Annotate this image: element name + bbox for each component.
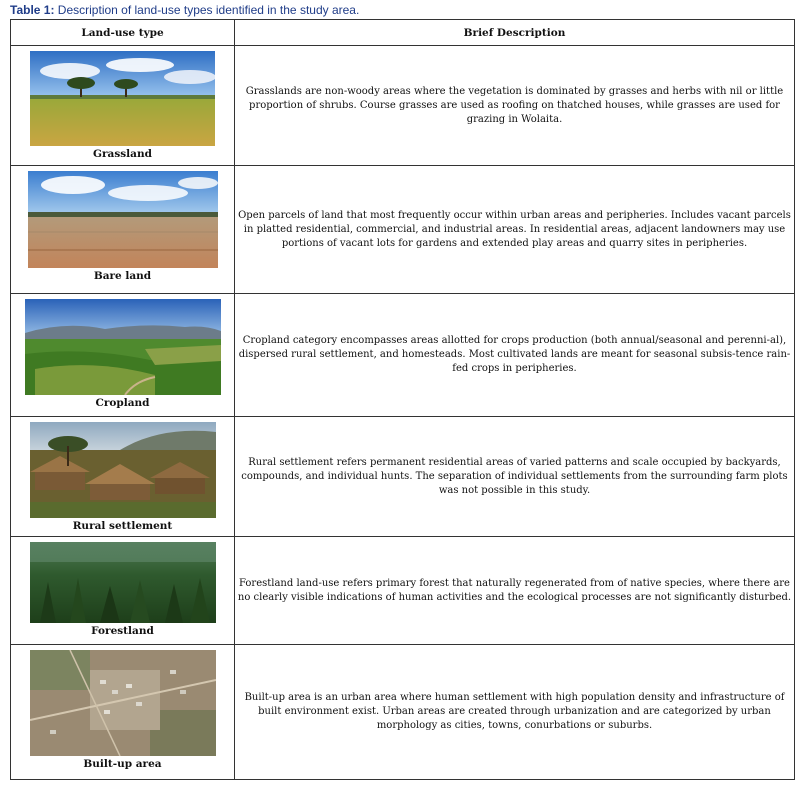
land-use-cell	[11, 46, 235, 166]
land-use-cell	[11, 294, 235, 417]
cropland-photo	[25, 299, 221, 395]
description-cell: Open parcels of land that most frequently occur within urban areas and peripheries. Includes vacant parcels in platted residential, commercial, and industrial areas. In residential areas, adjacent landowners may use portions of vacant lots for gardens and extended play areas and quarry sites in peripheries.	[235, 166, 795, 294]
table-row	[11, 417, 795, 537]
header-land-use-type: Land-use type	[11, 20, 235, 46]
header-brief-description: Brief Description	[235, 20, 795, 46]
land-use-cell	[11, 537, 235, 645]
description-cell: Built-up area is an urban area where human settlement with high population density and infrastructure of built environment exist. Urban areas are created through urbanization and are categorized by urban morphology as cities, towns, conurbations or suburbs.	[235, 645, 795, 780]
table-row	[11, 645, 795, 780]
land-use-cell	[11, 417, 235, 537]
land-use-label: Grassland	[93, 148, 152, 160]
land-use-label: Rural settlement	[72, 520, 173, 532]
bare-land-photo	[28, 171, 218, 268]
land-use-label: Cropland	[95, 397, 150, 409]
description-cell: Grasslands are non-woody areas where the vegetation is dominated by grasses and herbs with nil or little proportion of shrubs. Course grasses are used as roofing on thatched houses, while grasses are used for grazing in Wolaita.	[235, 46, 795, 166]
description-cell: Forestland land-use refers primary forest that naturally regenerated from of native species, where there are no clearly visible indications of human activities and the ecological processes are not significantly disturbed.	[235, 537, 795, 645]
forestland-photo	[30, 542, 216, 623]
description-cell: Rural settlement refers permanent residential areas of varied patterns and scale occupied by backyards, compounds, and individual hunts. The separation of individual settlements from the surrounding farm plots was not possible in this study.	[235, 417, 795, 537]
land-use-cell	[11, 166, 235, 294]
land-use-label: Forestland	[91, 625, 154, 637]
land-use-label: Bare land	[93, 270, 152, 282]
table-header-row	[11, 20, 795, 46]
table-row	[11, 294, 795, 417]
table-row	[11, 46, 795, 166]
caption-text: Description of land-use types identified in the study area.	[54, 3, 360, 17]
land-use-table	[10, 19, 795, 780]
description-cell: Cropland category encompasses areas allotted for crops production (both annual/seasonal and perenni-al), dispersed rural settlement, and homesteads. Most cultivated lands are meant for seasonal subsis-tence rain-fed crops in peripheries.	[235, 294, 795, 417]
table-caption	[10, 3, 359, 17]
table-row	[11, 166, 795, 294]
grassland-photo	[30, 51, 215, 146]
table-row	[11, 537, 795, 645]
rural-settlement-photo	[30, 422, 216, 518]
land-use-cell	[11, 645, 235, 780]
land-use-label: Built-up area	[83, 758, 162, 770]
caption-label: Table 1:	[10, 3, 55, 17]
built-up-area-photo	[30, 650, 216, 756]
